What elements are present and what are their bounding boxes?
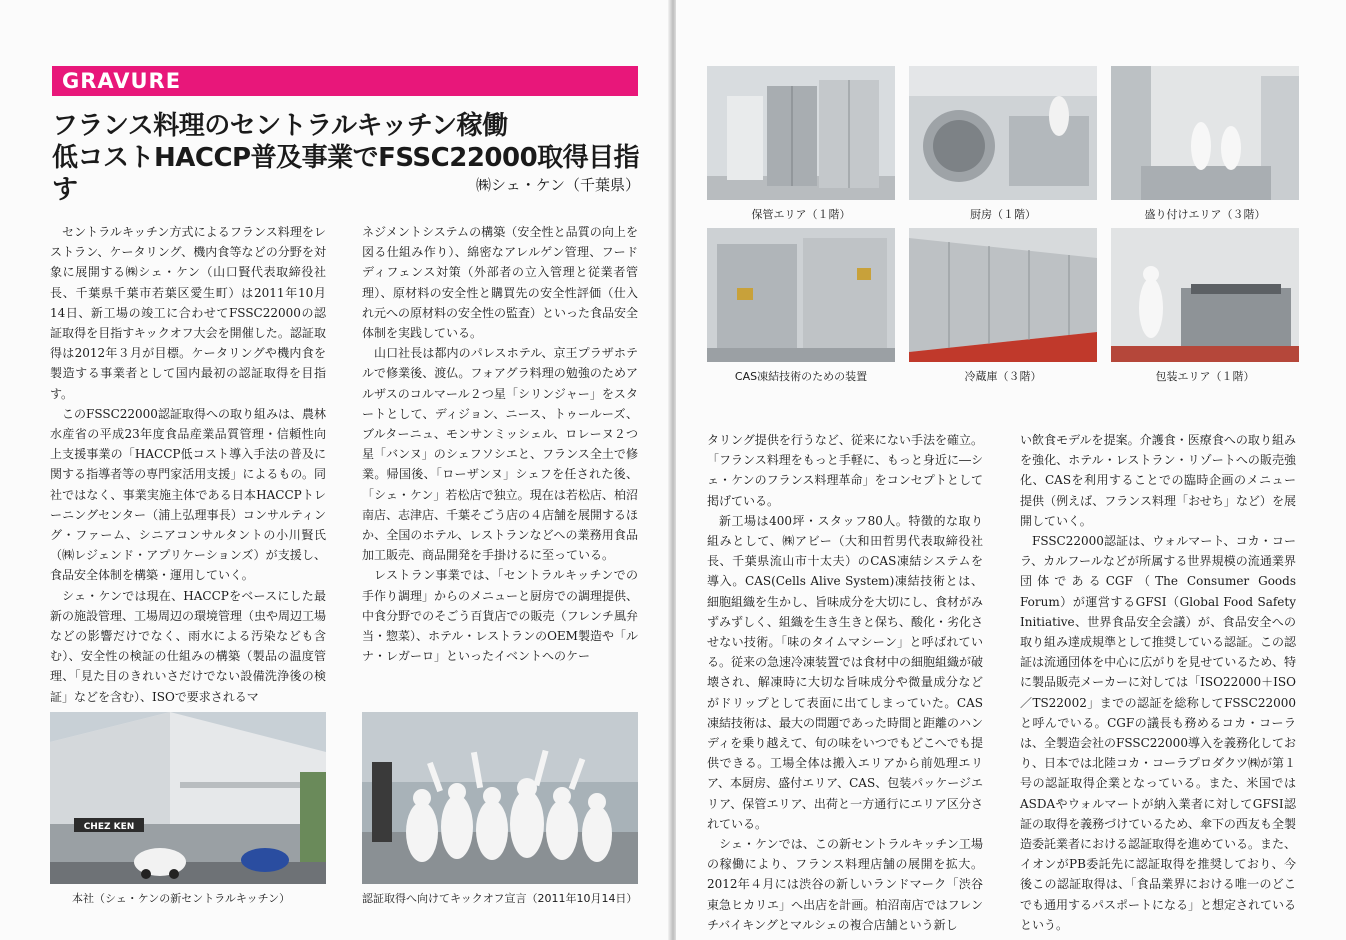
left-page <box>0 0 670 940</box>
paragraph: シェ・ケンでは現在、HACCPをベースにした最新の施設管理、工場周辺の環境管理（虫や周辺工場などの影響だけでなく、雨水による汚染なども含む）、安全性の検証の仕組みの構築（製品の温度管理、「見た目のきれいさだけでない設備洗浄後の検証」などを含む）、ISOで要求されるマ <box>50 588 327 704</box>
packaging-area-photo <box>1111 228 1299 362</box>
kitchen-photo <box>909 66 1097 200</box>
company-name: ㈱シェ・ケン（千葉県） <box>476 176 640 194</box>
caption-packaging-area: 包装エリア（１階） <box>1155 370 1255 383</box>
paragraph: このFSSC22000認証取得への取り組みは、農林水産省の平成23年度食品産業品質管理・信頼性向上支援事業の「HACCP低コスト導入手法の普及に関する指導者等の専門家活用支援」によるもの。同社ではなく、事業実施主体である日本HACCPトレーニングセンター（浦上弘理事長）コンサルティング・ファーム、シニアコンサルタントの小川賢氏（㈱レジェンド・アプリケーションズ）が支援し、食品安全体制を構築・運用していく。 <box>50 406 326 583</box>
plating-area-photo <box>1111 66 1299 200</box>
kickoff-photo <box>362 712 638 884</box>
paragraph: レストラン事業では、「セントラルキッチンでの手作り調理」からのメニューと厨房での調理提供、中食分野でのそごう百貨店での販売（フレンチ風弁当・惣菜）、ホテル・レストランのOEM製造や「ルナ・レガーロ」といったイベントへのケー <box>362 568 639 664</box>
paragraph: タリング提供を行うなど、従来にない手法を確立。「フランス料理をもっと手軽に、もっと身近に―シェ・ケンのフランス料理革命」をコンセプトとして掲げている。 <box>707 433 983 508</box>
paragraph: い飲食モデルを提案。介護食・医療食への取り組みを強化、ホテル・レストラン・リゾートへの販売強化、CASを利用することでの臨時企画のメニュー提供（例えば、フランス料理「おせち」など）を展開していく。 <box>1020 433 1296 528</box>
paragraph: セントラルキッチン方式によるフランス料理をレストラン、ケータリング、機内食等などの分野を対象に展開する㈱シェ・ケン（山口賢代表取締役社長、千葉県千葉市若葉区愛生町）は2011年10月14日、新工場の竣工に合わせてFSSC22000の認証取得を目指すキックオフ大会を開催した。認証取得は2012年３月が目標。ケータリングや機内食を製造する事業者として国内最初の認証取得を目指す。 <box>50 225 326 401</box>
cas-freezer-photo <box>707 228 895 362</box>
headline-line-1: フランス料理のセントラルキッチン稼働 <box>52 111 508 141</box>
sign-text: CHEZ KEN <box>83 822 135 832</box>
right-column-2 <box>1020 430 1296 935</box>
paragraph: シェ・ケンでは、この新セントラルキッチン工場の稼働により、フランス料理店舗の展開を拡大。2012年４月には渋谷の新しいランドマーク「渋谷東急ヒカリエ」へ出店を計画。柏沼南店ではフレンチバイキングとマルシェの複合店舗という新し <box>707 837 983 932</box>
caption-kitchen: 厨房（１階） <box>970 208 1036 221</box>
right-column-1 <box>707 430 983 935</box>
hq-photo-caption: 本社（シェ・ケンの新セントラルキッチン） <box>72 892 291 905</box>
caption-plating-area: 盛り付けエリア（３階） <box>1144 208 1266 221</box>
caption-cas-freezer: CAS凍結技術のための装置 <box>734 370 868 383</box>
paragraph: 山口社長は都内のパレスホテル、京王プラザホテルで修業後、渡仏。フォアグラ料理の勉強のためアルザスのコルマール２つ星「シリンジャー」をスタートとして、ディジョン、ニース、トゥールーズ、ブルターニュ、モンサンミッシェル、ロレーヌ２つ星「バンヌ」のシェフソシエと、フランス全土で修業。帰国後、「ローザンヌ」シェフを任された後、「シェ・ケン」若松店で独立。現在は若松店、柏沼南店、志津店、千葉そごう店の４店舗を展開するほか、全国のホテル、レストランなどへの業務用食品加工販売、商品開発を手掛けるに至っている。 <box>362 346 639 563</box>
right-page <box>676 0 1346 940</box>
gravure-banner: GRAVURE <box>52 66 638 96</box>
caption-storage-area: 保管エリア（１階） <box>751 208 851 221</box>
storage-area-photo <box>707 66 895 200</box>
hq-building-photo <box>50 712 326 884</box>
left-column-2 <box>362 222 638 666</box>
paragraph: 新工場は400坪・スタッフ80人。特徴的な取り組みとして、㈱アビー（大和田哲男代表取締役社長、千葉県流山市十太夫）のCAS凍結システムを導入。CAS(Cells Alive System)凍結技術とは、細胞組織を生かし、旨味成分を大切にし、食材がみずみずしく、組織を生き生きと保ち、酸化・劣化させない技術。「味のタイムマシーン」と呼ばれている。従来の急速冷凍装置では食材中の細胞組織が破壊され、解凍時に大切な旨味成分や微量成分などがドリップとして表面に出てしまっていた。CAS凍結技術は、最大の問題であった時間と距離のハンディを乗り越えて、旬の味をいつでもどこへでも提供できる。工場全体は搬入エリアから前処理エリア、本厨房、盛付エリア、CAS、包装パッケージエリア、保管エリア、出荷と一方通行にエリア区分されている。 <box>707 513 984 831</box>
left-column-1 <box>50 222 326 707</box>
paragraph: ネジメントシステムの構築（安全性と品質の向上を図る仕組み作り）、綿密なアレルゲン管理、フードディフェンス対策（外部者の立入管理と従業者管理）、原材料の安全性と購買先の安全性評価（仕入れ元への原材料の安全性の監査）といった食品安全体制を実践している。 <box>362 225 639 341</box>
kickoff-photo-caption: 認証取得へ向けてキックオフ宣言（2011年10月14日） <box>362 892 638 905</box>
caption-refrigerator: 冷蔵庫（３階） <box>964 370 1042 383</box>
paragraph: FSSC22000認証は、ウォルマート、コカ・コーラ、カルフールなどが所属する世界規模の流通業界団体であるCGF（The Consumer Goods Forum）が運営するGFSI（Global Food Safety Initiative、世界食品安全会議）が、食品安全への取り組み達成規準として推奨している認証。この認証は流通団体を中心に広がりを見せているため、特に製品販売メーカーに対しては「ISO22000＋ISO／TS22002」までの認証を総称してFSSC22000と呼んでいる。CGFの議長も務めるコカ・コーラは、全製造会社のFSSC22000導入を義務化しており、日本では北陸コカ・コーラプロダクツ㈱が第１号の認証取得企業となっている。また、米国ではASDAやウォルマートが納入業者に対してGFSI認証の取得を義務づけているため、傘下の西友も全製造委託業者における認証取得を進めている。また、イオンがPB委託先に認証取得を推奨しており、今後この認証取得は、「食品業界における唯一のどこでも通用するパスポートになる」と想定されているという。 <box>1020 534 1297 932</box>
refrigerator-photo <box>909 228 1097 362</box>
headline-line-2: 低コストHACCP普及事業でFSSC22000取得目指す <box>52 143 640 205</box>
